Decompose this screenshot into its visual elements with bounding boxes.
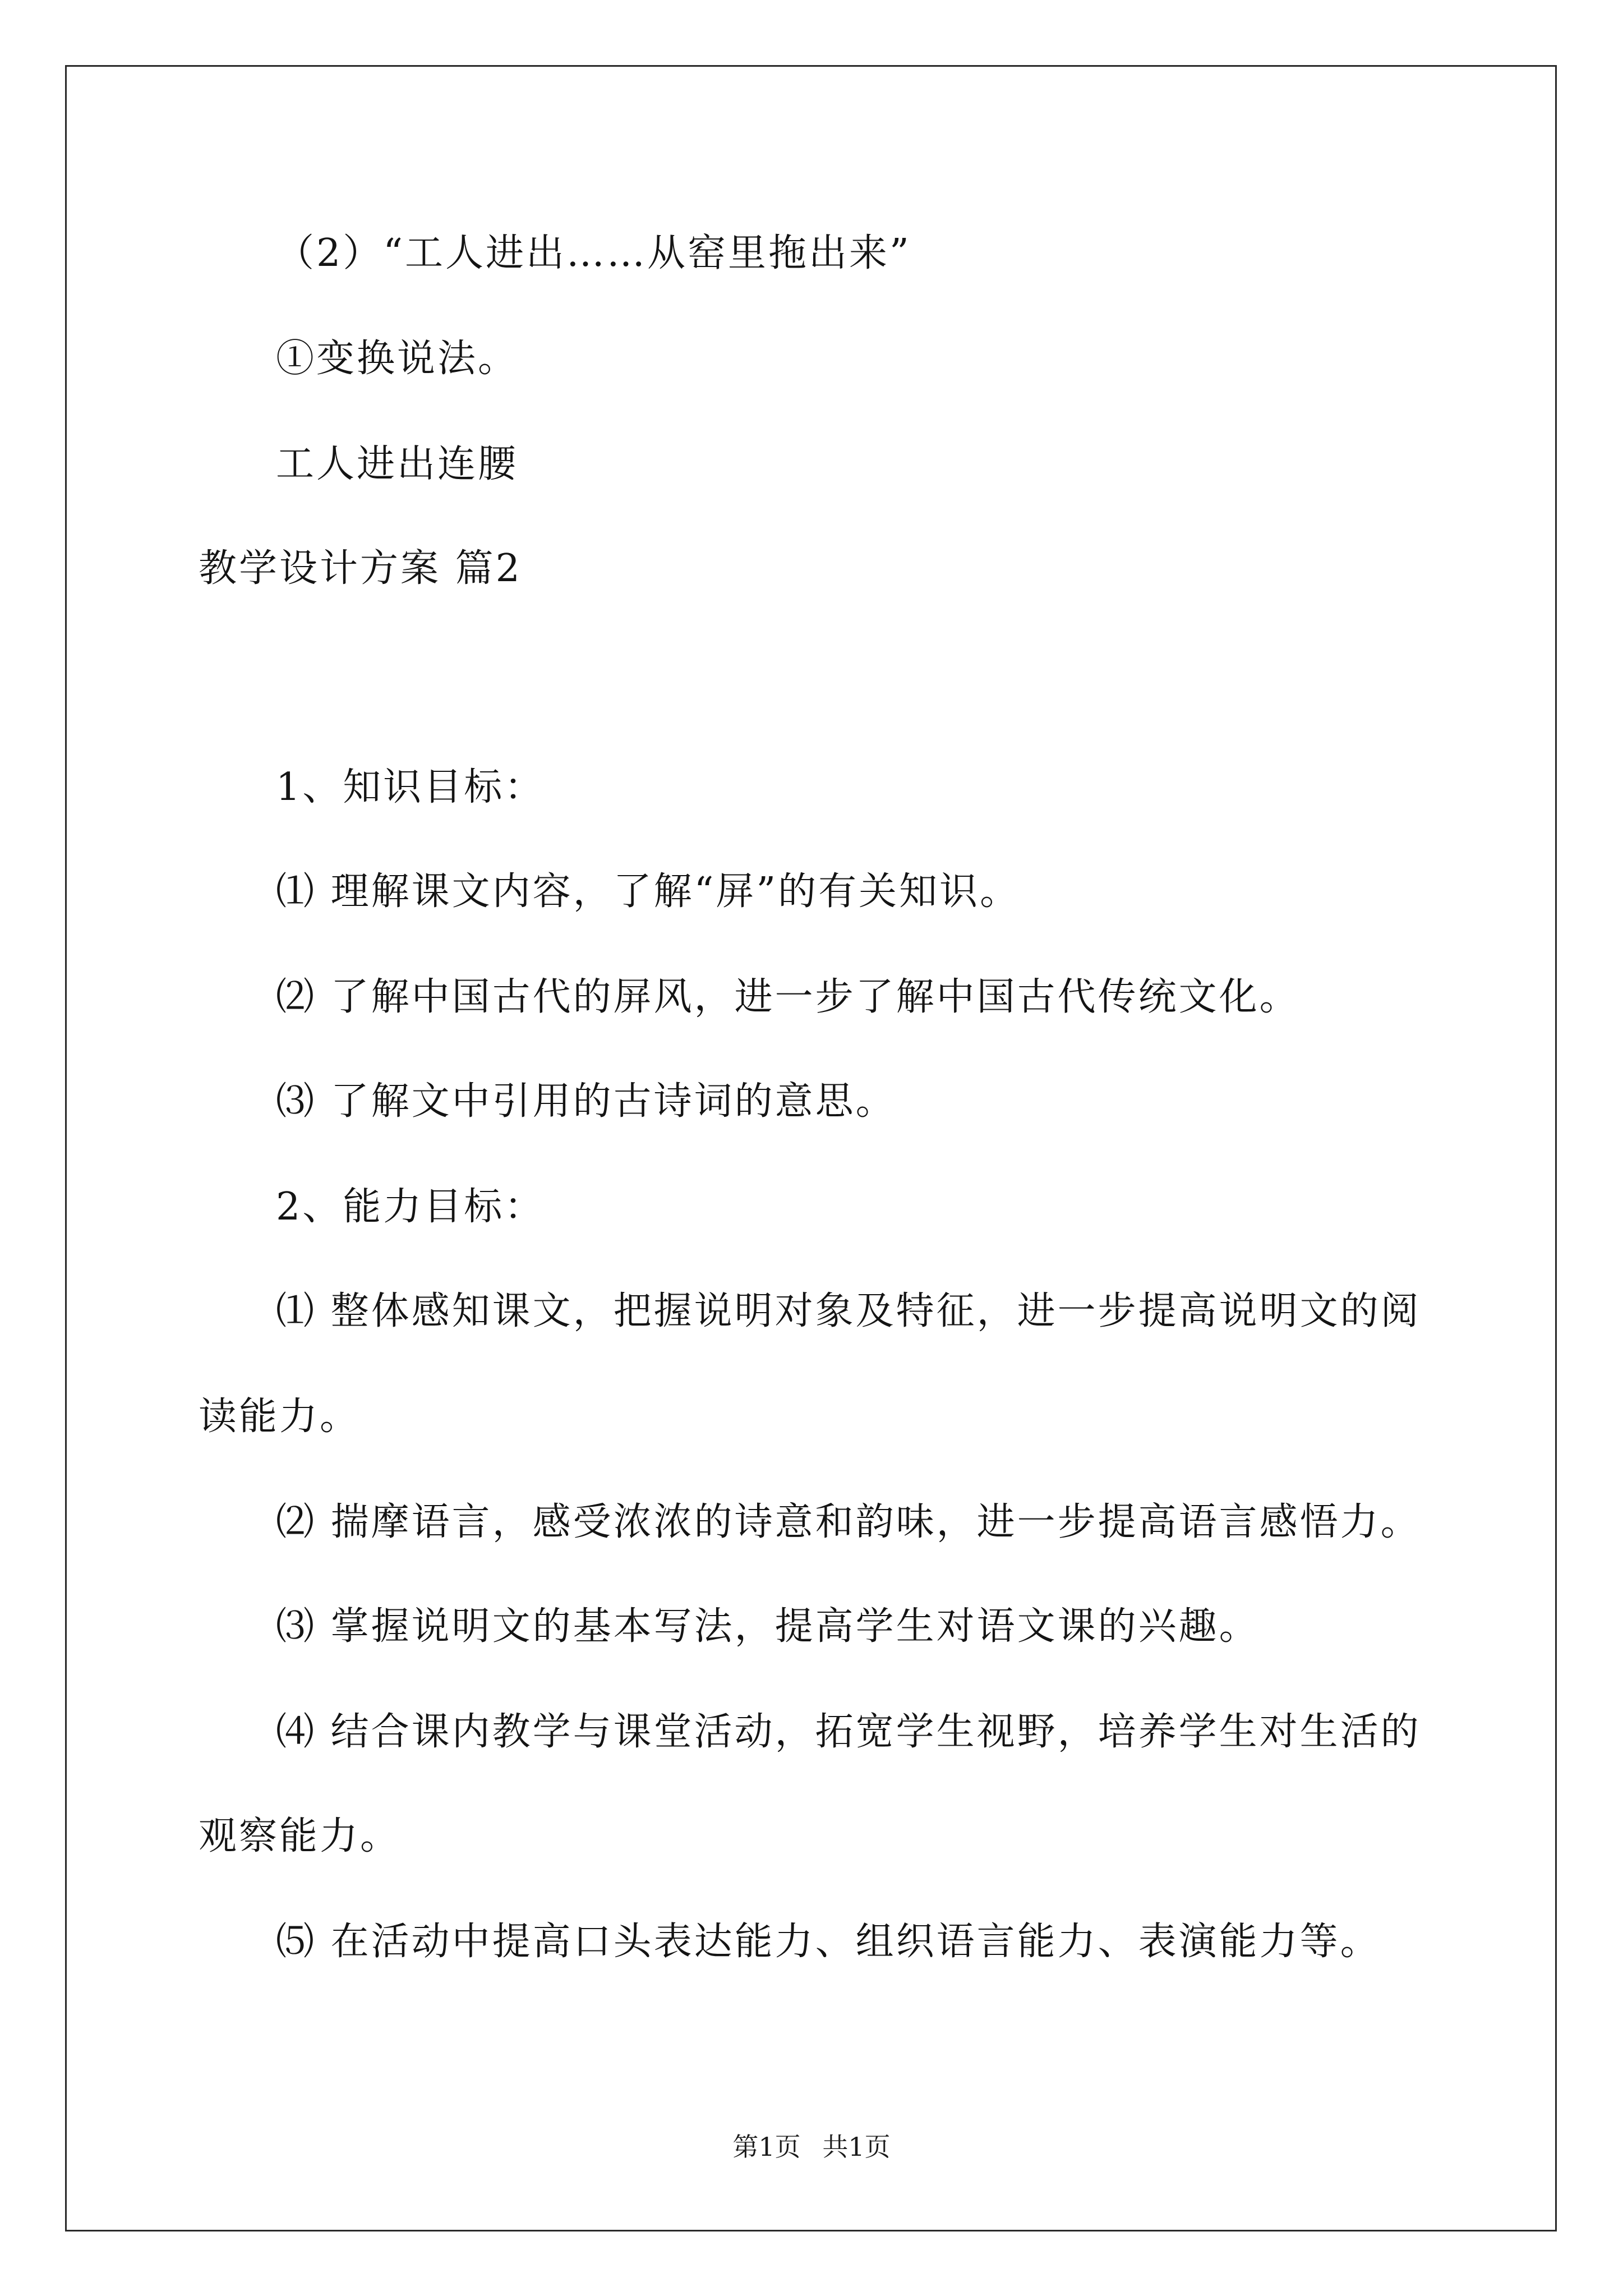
ability-goal-1: ⑴ 整体感知课文，把握说明对象及特征，进一步提高说明文的阅 [276, 1289, 1421, 1333]
ability-goal-1-cont: 读能力。 [199, 1395, 361, 1439]
text-line-quote-heading: （2）“工人进出……从窑里拖出来” [276, 231, 911, 275]
section-title: 教学设计方案 篇2 [199, 546, 522, 591]
knowledge-goal-heading: 1、知识目标： [276, 765, 545, 809]
ability-goal-3: ⑶ 掌握说明文的基本写法，提高学生对语文课的兴趣。 [276, 1604, 1260, 1649]
ability-goal-4-cont: 观察能力。 [199, 1814, 401, 1858]
knowledge-goal-2: ⑵ 了解中国古代的屏风，进一步了解中国古代传统文化。 [276, 975, 1300, 1019]
text-line-workers: 工人进出连腰 [276, 442, 519, 486]
ability-goal-2: ⑵ 揣摩语言，感受浓浓的诗意和韵味，进一步提高语言感悟力。 [276, 1500, 1421, 1544]
ability-goal-5: ⑸ 在活动中提高口头表达能力、组织语言能力、表演能力等。 [276, 1920, 1381, 1964]
page-number-total: 共1页 [822, 2132, 891, 2162]
page-number-current: 第1页 [732, 2132, 801, 2162]
ability-goal-heading: 2、能力目标： [276, 1185, 545, 1229]
page-border [65, 65, 1557, 2231]
page-footer [0, 2134, 1623, 2160]
ability-goal-4: ⑷ 结合课内教学与课堂活动，拓宽学生视野，培养学生对生活的 [276, 1710, 1421, 1754]
text-line-rephrase: ①变换说法。 [276, 337, 519, 381]
knowledge-goal-1: ⑴ 理解课文内容，了解“屏”的有关知识。 [276, 869, 1021, 914]
knowledge-goal-3: ⑶ 了解文中引用的古诗词的意思。 [276, 1079, 896, 1124]
